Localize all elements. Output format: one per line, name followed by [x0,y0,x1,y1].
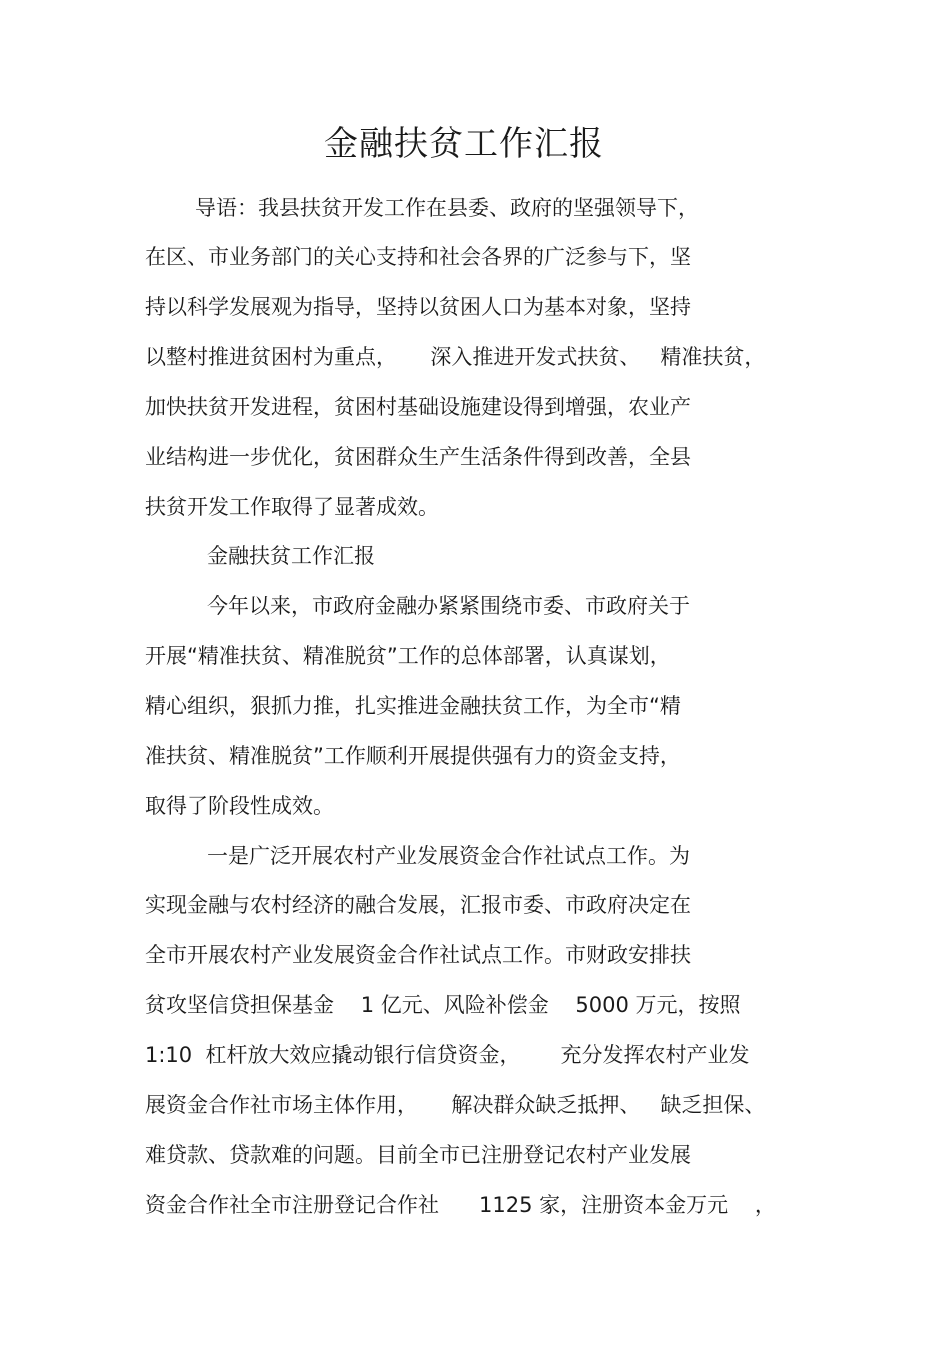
paragraph-line: 资金合作社全市注册登记合作社 1125 家，注册资本金万元 ， [145,1193,776,1217]
paragraph-line: 取得了阶段性成效。 [145,794,334,818]
paragraph-line: 精心组织，狠抓力推，扎实推进金融扶贫工作，为全市“精 [145,694,681,718]
paragraph-line: 1:10 杠杆放大效应撬动银行信贷资金， 充分发挥农村产业发 [145,1043,750,1067]
paragraph-line: 持以科学发展观为指导，坚持以贫困人口为基本对象，坚持 [145,295,691,319]
section-heading: 金融扶贫工作汇报 [207,544,375,568]
paragraph-line: 一是广泛开展农村产业发展资金合作社试点工作。为 [207,844,690,868]
paragraph-line: 扶贫开发工作取得了显著成效。 [145,495,439,519]
paragraph-line: 准扶贫、精准脱贫”工作顺利开展提供强有力的资金支持， [145,744,681,768]
paragraph-line: 开展“精准扶贫、精准脱贫”工作的总体部署，认真谋划， [145,644,671,668]
paragraph-line: 今年以来，市政府金融办紧紧围绕市委、市政府关于 [207,594,690,618]
paragraph-line: 全市开展农村产业发展资金合作社试点工作。市财政安排扶 [145,943,691,967]
paragraph-line: 加快扶贫开发进程，贫困村基础设施建设得到增强，农业产 [145,395,691,419]
paragraph-line: 难贷款、贷款难的问题。目前全市已注册登记农村产业发展 [145,1143,691,1167]
paragraph-line: 导语：我县扶贫开发工作在县委、政府的坚强领导下， [195,196,699,220]
paragraph-line: 贫攻坚信贷担保基金 1 亿元、风险补偿金 5000 万元，按照 [145,993,741,1017]
paragraph-line: 在区、市业务部门的关心支持和社会各界的广泛参与下，坚 [145,245,691,269]
paragraph-line: 实现金融与农村经济的融合发展，汇报市委、市政府决定在 [145,893,691,917]
paragraph-line: 业结构进一步优化，贫困群众生产生活条件得到改善，全县 [145,445,691,469]
paragraph-line: 以整村推进贫困村为重点， 深入推进开发式扶贫、 精准扶贫， [145,345,766,369]
document-title: 金融扶贫工作汇报 [324,124,604,164]
paragraph-line: 展资金合作社市场主体作用， 解决群众缺乏抵押、 缺乏担保、 [145,1093,766,1117]
